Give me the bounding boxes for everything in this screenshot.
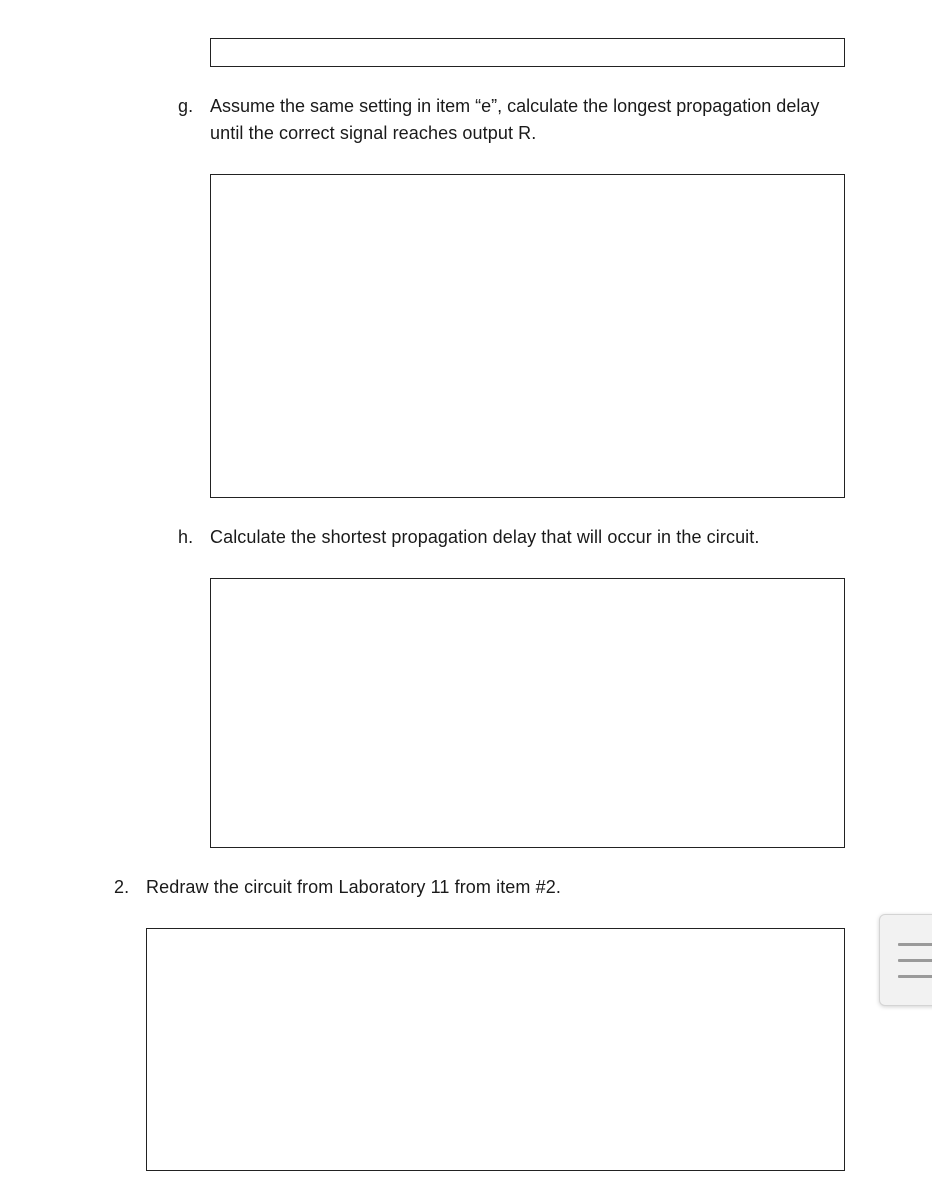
question-item-2 bbox=[114, 874, 814, 901]
item-text-2: Redraw the circuit from Laboratory 11 from item #2. bbox=[146, 877, 561, 897]
question-item-g bbox=[178, 93, 858, 147]
item-text-g-line2: until the correct signal reaches output R. bbox=[210, 123, 537, 143]
item-text-g-line1: Assume the same setting in item “e”, calculate the longest propagation delay bbox=[210, 96, 820, 116]
item-marker-g: g. bbox=[178, 96, 194, 116]
answer-box-h[interactable] bbox=[210, 578, 845, 848]
item-text-h: Calculate the shortest propagation delay that will occur in the circuit. bbox=[210, 527, 760, 547]
answer-box-g[interactable] bbox=[210, 174, 845, 498]
question-item-h bbox=[178, 524, 858, 551]
answer-box-f[interactable] bbox=[210, 38, 845, 67]
item-marker-h: h. bbox=[178, 527, 194, 547]
answer-box-2[interactable] bbox=[146, 928, 845, 1171]
item-marker-2: 2. bbox=[114, 877, 130, 897]
side-menu-tab[interactable] bbox=[879, 914, 932, 1006]
